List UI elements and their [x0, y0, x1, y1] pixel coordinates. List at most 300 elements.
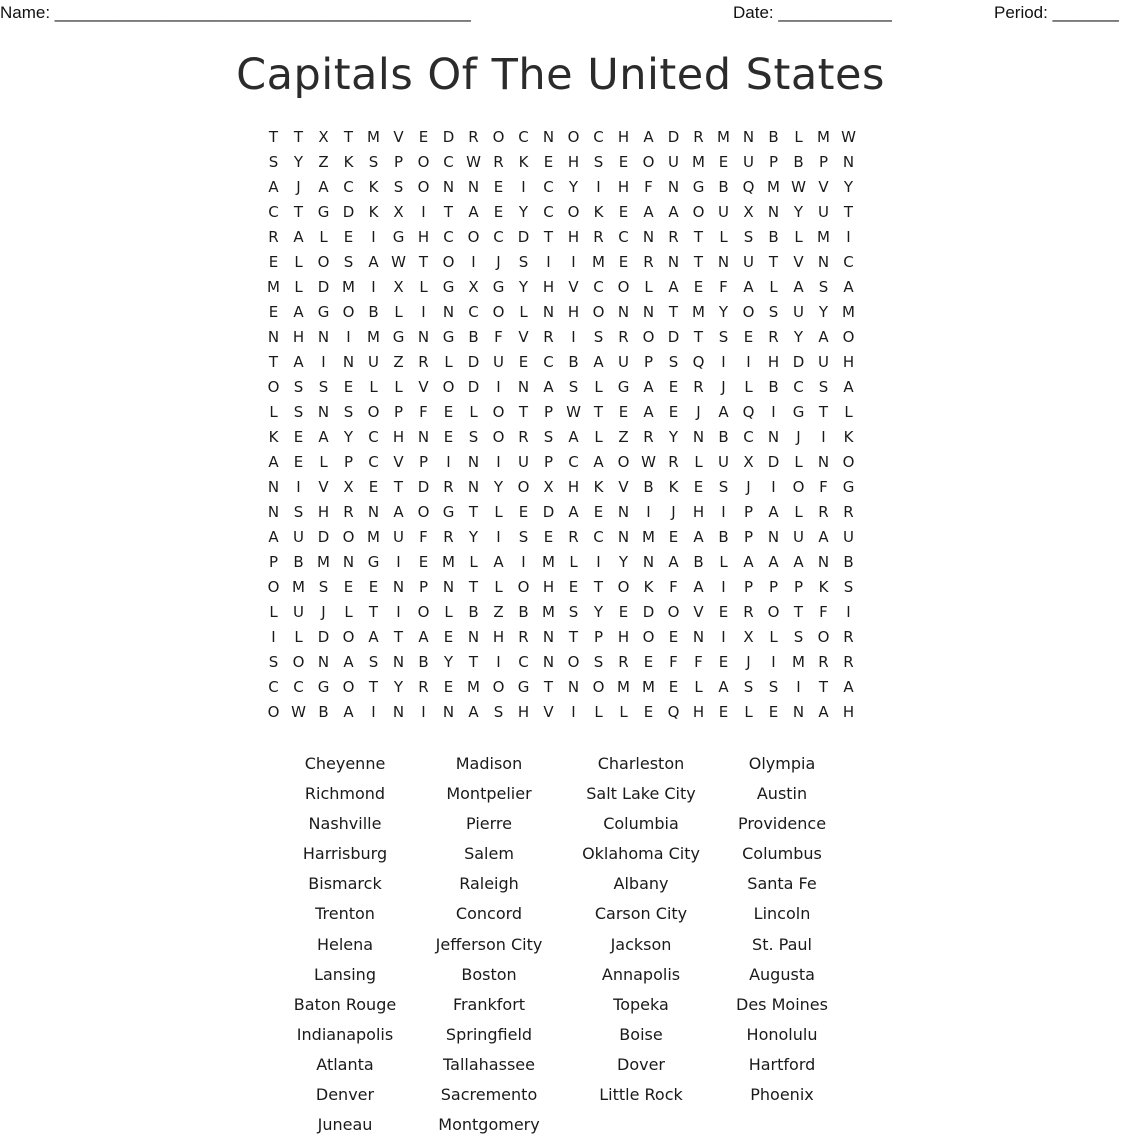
grid-cell[interactable]: A — [843, 278, 854, 296]
grid-cell[interactable]: O — [342, 303, 355, 321]
grid-cell[interactable]: I — [721, 503, 726, 521]
grid-cell[interactable]: N — [517, 378, 530, 396]
grid-cell[interactable]: A — [643, 128, 654, 146]
grid-cell[interactable]: V — [693, 603, 704, 621]
grid-cell[interactable]: R — [268, 228, 279, 246]
grid-cell[interactable]: X — [743, 628, 754, 646]
grid-cell[interactable]: O — [442, 378, 455, 396]
grid-cell[interactable]: E — [418, 128, 429, 146]
grid-cell[interactable]: A — [818, 528, 829, 546]
grid-cell[interactable]: E — [693, 478, 704, 496]
grid-cell[interactable]: U — [743, 253, 754, 271]
grid-cell[interactable]: P — [743, 528, 754, 546]
grid-cell[interactable]: D — [342, 203, 355, 221]
grid-cell[interactable]: I — [721, 628, 726, 646]
grid-cell[interactable]: O — [367, 403, 380, 421]
grid-cell[interactable]: S — [518, 528, 529, 546]
grid-cell[interactable]: B — [793, 153, 804, 171]
grid-cell[interactable]: A — [818, 703, 829, 721]
grid-cell[interactable]: M — [592, 253, 605, 271]
grid-cell[interactable]: B — [518, 603, 529, 621]
grid-cell[interactable]: E — [668, 528, 679, 546]
grid-cell[interactable]: A — [343, 703, 354, 721]
grid-cell[interactable]: A — [743, 553, 754, 571]
grid-cell[interactable]: R — [693, 128, 704, 146]
grid-cell[interactable]: Y — [293, 153, 304, 171]
grid-cell[interactable]: D — [767, 453, 780, 471]
grid-cell[interactable]: H — [567, 228, 580, 246]
grid-cell[interactable]: B — [468, 603, 479, 621]
grid-cell[interactable]: A — [843, 678, 854, 696]
grid-cell[interactable]: D — [517, 228, 530, 246]
grid-cell[interactable]: M — [367, 128, 380, 146]
grid-cell[interactable]: Q — [692, 353, 705, 371]
grid-cell[interactable]: B — [768, 128, 779, 146]
grid-cell[interactable]: O — [517, 478, 530, 496]
grid-cell[interactable]: C — [543, 203, 554, 221]
grid-cell[interactable]: N — [817, 453, 830, 471]
grid-cell[interactable]: Y — [518, 278, 529, 296]
grid-cell[interactable]: M — [617, 678, 630, 696]
grid-cell[interactable]: Z — [493, 603, 504, 621]
grid-cell[interactable]: A — [693, 528, 704, 546]
grid-cell[interactable]: C — [568, 453, 579, 471]
grid-cell[interactable]: U — [518, 453, 529, 471]
grid-cell[interactable]: L — [794, 228, 803, 246]
grid-cell[interactable]: E — [718, 653, 729, 671]
grid-cell[interactable]: P — [818, 153, 829, 171]
grid-cell[interactable]: Y — [343, 428, 354, 446]
grid-cell[interactable]: N — [542, 303, 555, 321]
grid-cell[interactable]: S — [843, 578, 854, 596]
grid-cell[interactable]: O — [842, 328, 855, 346]
grid-cell[interactable]: N — [667, 178, 680, 196]
grid-cell[interactable]: N — [642, 228, 655, 246]
grid-cell[interactable]: A — [643, 203, 654, 221]
grid-cell[interactable]: A — [593, 353, 604, 371]
grid-cell[interactable]: D — [317, 628, 330, 646]
grid-cell[interactable]: R — [843, 503, 854, 521]
grid-cell[interactable]: N — [417, 428, 430, 446]
grid-cell[interactable]: E — [668, 628, 679, 646]
grid-cell[interactable]: V — [393, 453, 404, 471]
grid-cell[interactable]: D — [467, 353, 480, 371]
grid-cell[interactable]: G — [442, 328, 455, 346]
grid-cell[interactable]: L — [444, 353, 453, 371]
grid-cell[interactable]: U — [818, 203, 829, 221]
grid-cell[interactable]: Q — [667, 703, 680, 721]
grid-cell[interactable]: I — [571, 328, 576, 346]
grid-cell[interactable]: R — [593, 228, 604, 246]
grid-cell[interactable]: C — [368, 428, 379, 446]
grid-cell[interactable]: D — [542, 503, 555, 521]
grid-cell[interactable]: E — [343, 228, 354, 246]
grid-cell[interactable]: R — [343, 503, 354, 521]
grid-cell[interactable]: L — [719, 553, 728, 571]
grid-cell[interactable]: O — [792, 478, 805, 496]
grid-cell[interactable]: E — [368, 578, 379, 596]
grid-cell[interactable]: O — [642, 328, 655, 346]
grid-cell[interactable]: E — [418, 553, 429, 571]
grid-cell[interactable]: M — [442, 553, 455, 571]
grid-cell[interactable]: I — [771, 403, 776, 421]
grid-cell[interactable]: H — [692, 703, 705, 721]
grid-cell[interactable]: H — [492, 628, 505, 646]
grid-cell[interactable]: A — [268, 528, 279, 546]
grid-cell[interactable]: I — [596, 553, 601, 571]
grid-cell[interactable]: I — [796, 678, 801, 696]
grid-cell[interactable]: T — [843, 203, 854, 221]
grid-cell[interactable]: K — [368, 203, 379, 221]
grid-cell[interactable]: H — [317, 503, 330, 521]
grid-cell[interactable]: A — [718, 403, 729, 421]
grid-cell[interactable]: I — [371, 278, 376, 296]
grid-cell[interactable]: N — [267, 328, 280, 346]
grid-cell[interactable]: N — [467, 178, 480, 196]
grid-cell[interactable]: B — [843, 553, 854, 571]
grid-cell[interactable]: E — [743, 328, 754, 346]
grid-cell[interactable]: R — [668, 228, 679, 246]
grid-cell[interactable]: H — [567, 303, 580, 321]
grid-cell[interactable]: J — [696, 403, 701, 421]
grid-cell[interactable]: T — [543, 228, 554, 246]
grid-cell[interactable]: S — [518, 253, 529, 271]
grid-cell[interactable]: D — [317, 278, 330, 296]
grid-cell[interactable]: M — [642, 528, 655, 546]
grid-cell[interactable]: O — [417, 178, 430, 196]
grid-cell[interactable]: T — [593, 578, 604, 596]
grid-cell[interactable]: N — [442, 703, 455, 721]
grid-cell[interactable]: S — [318, 378, 329, 396]
grid-cell[interactable]: S — [718, 328, 729, 346]
grid-cell[interactable]: N — [467, 628, 480, 646]
grid-cell[interactable]: Y — [593, 603, 604, 621]
grid-cell[interactable]: S — [768, 303, 779, 321]
grid-cell[interactable]: V — [568, 278, 579, 296]
grid-cell[interactable]: C — [593, 528, 604, 546]
grid-cell[interactable]: D — [792, 353, 805, 371]
grid-cell[interactable]: U — [293, 528, 304, 546]
grid-cell[interactable]: O — [417, 603, 430, 621]
grid-cell[interactable]: E — [543, 153, 554, 171]
grid-cell[interactable]: L — [694, 453, 703, 471]
grid-cell[interactable]: N — [392, 703, 405, 721]
grid-cell[interactable]: O — [817, 628, 830, 646]
grid-cell[interactable]: A — [793, 278, 804, 296]
grid-cell[interactable]: Y — [493, 478, 504, 496]
grid-cell[interactable]: R — [618, 653, 629, 671]
grid-cell[interactable]: C — [618, 228, 629, 246]
grid-cell[interactable]: S — [293, 403, 304, 421]
grid-cell[interactable]: V — [318, 478, 329, 496]
grid-cell[interactable]: T — [818, 403, 829, 421]
grid-cell[interactable]: R — [543, 328, 554, 346]
grid-cell[interactable]: H — [292, 328, 305, 346]
grid-cell[interactable]: Y — [568, 178, 579, 196]
grid-cell[interactable]: N — [367, 503, 380, 521]
grid-cell[interactable]: L — [319, 453, 328, 471]
grid-cell[interactable]: I — [846, 228, 851, 246]
grid-cell[interactable]: R — [618, 328, 629, 346]
grid-cell[interactable]: A — [268, 453, 279, 471]
grid-cell[interactable]: W — [791, 178, 806, 196]
grid-cell[interactable]: E — [618, 603, 629, 621]
grid-cell[interactable]: O — [767, 603, 780, 621]
grid-cell[interactable]: A — [418, 628, 429, 646]
grid-cell[interactable]: T — [593, 403, 604, 421]
grid-cell[interactable]: J — [496, 253, 501, 271]
grid-cell[interactable]: S — [593, 653, 604, 671]
grid-cell[interactable]: L — [769, 628, 778, 646]
grid-cell[interactable]: S — [468, 428, 479, 446]
grid-cell[interactable]: U — [618, 353, 629, 371]
grid-cell[interactable]: L — [794, 128, 803, 146]
grid-cell[interactable]: T — [468, 578, 479, 596]
grid-cell[interactable]: Y — [793, 328, 804, 346]
grid-cell[interactable]: A — [818, 328, 829, 346]
grid-cell[interactable]: R — [493, 153, 504, 171]
grid-cell[interactable]: R — [818, 653, 829, 671]
grid-cell[interactable]: N — [542, 628, 555, 646]
grid-cell[interactable]: H — [567, 153, 580, 171]
grid-cell[interactable]: E — [668, 378, 679, 396]
grid-cell[interactable]: I — [646, 503, 651, 521]
grid-cell[interactable]: I — [746, 353, 751, 371]
grid-cell[interactable]: N — [642, 553, 655, 571]
grid-cell[interactable]: L — [394, 303, 403, 321]
grid-cell[interactable]: D — [667, 328, 680, 346]
grid-cell[interactable]: O — [667, 603, 680, 621]
grid-cell[interactable]: I — [421, 703, 426, 721]
grid-cell[interactable]: R — [418, 353, 429, 371]
grid-cell[interactable]: T — [393, 478, 404, 496]
grid-cell[interactable]: C — [443, 153, 454, 171]
grid-cell[interactable]: L — [744, 703, 753, 721]
grid-cell[interactable]: W — [291, 703, 306, 721]
grid-cell[interactable]: C — [543, 353, 554, 371]
grid-cell[interactable]: G — [492, 278, 505, 296]
grid-cell[interactable]: S — [293, 378, 304, 396]
grid-cell[interactable]: T — [693, 328, 704, 346]
grid-cell[interactable]: C — [518, 653, 529, 671]
grid-cell[interactable]: E — [693, 278, 704, 296]
grid-cell[interactable]: L — [769, 278, 778, 296]
grid-cell[interactable]: K — [668, 478, 679, 496]
grid-cell[interactable]: A — [343, 653, 354, 671]
grid-cell[interactable]: T — [568, 628, 579, 646]
grid-cell[interactable]: X — [318, 128, 329, 146]
grid-cell[interactable]: J — [746, 653, 751, 671]
grid-cell[interactable]: A — [643, 378, 654, 396]
grid-cell[interactable]: S — [368, 153, 379, 171]
grid-cell[interactable]: Y — [393, 678, 404, 696]
grid-cell[interactable]: O — [642, 153, 655, 171]
grid-cell[interactable]: E — [618, 153, 629, 171]
grid-cell[interactable]: T — [693, 228, 704, 246]
grid-cell[interactable]: P — [418, 578, 429, 596]
grid-cell[interactable]: B — [318, 703, 329, 721]
grid-cell[interactable]: N — [567, 678, 580, 696]
grid-cell[interactable]: N — [617, 528, 630, 546]
grid-cell[interactable]: I — [371, 703, 376, 721]
grid-cell[interactable]: O — [617, 278, 630, 296]
grid-cell[interactable]: M — [292, 578, 305, 596]
grid-cell[interactable]: E — [643, 703, 654, 721]
grid-cell[interactable]: P — [543, 453, 554, 471]
grid-cell[interactable]: F — [669, 578, 678, 596]
grid-cell[interactable]: K — [593, 478, 604, 496]
grid-cell[interactable]: K — [368, 178, 379, 196]
grid-cell[interactable]: I — [421, 303, 426, 321]
grid-cell[interactable]: M — [692, 153, 705, 171]
grid-cell[interactable]: L — [594, 378, 603, 396]
grid-cell[interactable]: O — [592, 303, 605, 321]
grid-cell[interactable]: N — [317, 328, 330, 346]
grid-cell[interactable]: D — [442, 128, 455, 146]
grid-cell[interactable]: C — [443, 228, 454, 246]
grid-cell[interactable]: A — [668, 278, 679, 296]
grid-cell[interactable]: F — [819, 478, 828, 496]
grid-cell[interactable]: O — [267, 578, 280, 596]
grid-cell[interactable]: Y — [668, 428, 679, 446]
grid-cell[interactable]: S — [268, 153, 279, 171]
grid-cell[interactable]: E — [443, 628, 454, 646]
grid-cell[interactable]: E — [618, 253, 629, 271]
name-field[interactable]: Name: ____________________________________________ — [0, 3, 471, 22]
grid-cell[interactable]: L — [594, 703, 603, 721]
grid-cell[interactable]: C — [343, 178, 354, 196]
grid-cell[interactable]: I — [421, 203, 426, 221]
grid-cell[interactable]: C — [593, 278, 604, 296]
grid-cell[interactable]: T — [543, 678, 554, 696]
grid-cell[interactable]: I — [721, 353, 726, 371]
grid-cell[interactable]: C — [493, 228, 504, 246]
grid-cell[interactable]: U — [293, 603, 304, 621]
grid-cell[interactable]: T — [518, 403, 529, 421]
grid-cell[interactable]: E — [443, 678, 454, 696]
grid-cell[interactable]: A — [493, 553, 504, 571]
grid-cell[interactable]: I — [771, 653, 776, 671]
grid-cell[interactable]: U — [743, 153, 754, 171]
grid-cell[interactable]: N — [817, 253, 830, 271]
grid-cell[interactable]: O — [267, 703, 280, 721]
grid-cell[interactable]: M — [692, 303, 705, 321]
grid-cell[interactable]: B — [718, 178, 729, 196]
grid-cell[interactable]: I — [521, 178, 526, 196]
grid-cell[interactable]: J — [721, 378, 726, 396]
grid-cell[interactable]: A — [368, 628, 379, 646]
grid-cell[interactable]: N — [267, 503, 280, 521]
grid-cell[interactable]: A — [543, 378, 554, 396]
grid-cell[interactable]: O — [492, 303, 505, 321]
grid-cell[interactable]: E — [518, 503, 529, 521]
grid-cell[interactable]: C — [368, 453, 379, 471]
grid-cell[interactable]: N — [392, 653, 405, 671]
grid-cell[interactable]: D — [667, 128, 680, 146]
grid-cell[interactable]: E — [343, 378, 354, 396]
grid-cell[interactable]: M — [542, 553, 555, 571]
grid-cell[interactable]: L — [269, 403, 278, 421]
grid-cell[interactable]: L — [269, 603, 278, 621]
grid-cell[interactable]: O — [442, 253, 455, 271]
grid-cell[interactable]: U — [793, 528, 804, 546]
grid-cell[interactable]: O — [317, 253, 330, 271]
grid-cell[interactable]: K — [843, 428, 854, 446]
grid-cell[interactable]: N — [342, 353, 355, 371]
grid-cell[interactable]: Q — [742, 178, 755, 196]
grid-cell[interactable]: S — [568, 603, 579, 621]
grid-cell[interactable]: S — [543, 428, 554, 446]
grid-cell[interactable]: O — [567, 203, 580, 221]
grid-cell[interactable]: L — [494, 578, 503, 596]
grid-cell[interactable]: S — [368, 653, 379, 671]
grid-cell[interactable]: P — [418, 453, 429, 471]
grid-cell[interactable]: K — [518, 153, 529, 171]
period-field[interactable]: Period: _______ — [994, 3, 1119, 22]
grid-cell[interactable]: K — [818, 578, 829, 596]
grid-cell[interactable]: Y — [468, 528, 479, 546]
grid-cell[interactable]: R — [468, 128, 479, 146]
grid-cell[interactable]: E — [668, 678, 679, 696]
grid-cell[interactable]: C — [518, 128, 529, 146]
grid-cell[interactable]: V — [393, 128, 404, 146]
grid-cell[interactable]: B — [293, 553, 304, 571]
grid-cell[interactable]: T — [268, 353, 279, 371]
grid-cell[interactable]: H — [617, 128, 630, 146]
grid-cell[interactable]: M — [842, 303, 855, 321]
grid-cell[interactable]: B — [693, 553, 704, 571]
grid-cell[interactable]: P — [793, 578, 804, 596]
grid-cell[interactable]: E — [293, 453, 304, 471]
grid-cell[interactable]: S — [768, 678, 779, 696]
grid-cell[interactable]: M — [267, 278, 280, 296]
grid-cell[interactable]: O — [492, 428, 505, 446]
grid-cell[interactable]: Y — [793, 203, 804, 221]
grid-cell[interactable]: M — [717, 128, 730, 146]
grid-cell[interactable]: I — [521, 553, 526, 571]
grid-cell[interactable]: T — [368, 603, 379, 621]
grid-cell[interactable]: N — [767, 428, 780, 446]
grid-cell[interactable]: E — [368, 478, 379, 496]
grid-cell[interactable]: E — [668, 403, 679, 421]
grid-cell[interactable]: I — [296, 478, 301, 496]
grid-cell[interactable]: S — [268, 653, 279, 671]
grid-cell[interactable]: T — [818, 678, 829, 696]
grid-cell[interactable]: B — [418, 653, 429, 671]
grid-cell[interactable]: J — [321, 603, 326, 621]
grid-cell[interactable]: I — [771, 478, 776, 496]
grid-cell[interactable]: A — [368, 253, 379, 271]
grid-cell[interactable]: L — [469, 553, 478, 571]
grid-cell[interactable]: I — [821, 428, 826, 446]
grid-cell[interactable]: L — [619, 703, 628, 721]
grid-cell[interactable]: H — [692, 503, 705, 521]
grid-cell[interactable]: E — [293, 428, 304, 446]
grid-cell[interactable]: C — [293, 678, 304, 696]
grid-cell[interactable]: L — [294, 253, 303, 271]
grid-cell[interactable]: N — [542, 128, 555, 146]
grid-cell[interactable]: G — [367, 553, 380, 571]
grid-cell[interactable]: S — [668, 353, 679, 371]
grid-cell[interactable]: Y — [718, 303, 729, 321]
grid-cell[interactable]: V — [618, 478, 629, 496]
grid-cell[interactable]: P — [393, 403, 404, 421]
grid-cell[interactable]: F — [644, 178, 653, 196]
grid-cell[interactable]: A — [318, 428, 329, 446]
grid-cell[interactable]: H — [542, 578, 555, 596]
grid-cell[interactable]: R — [518, 628, 529, 646]
grid-cell[interactable]: E — [718, 703, 729, 721]
